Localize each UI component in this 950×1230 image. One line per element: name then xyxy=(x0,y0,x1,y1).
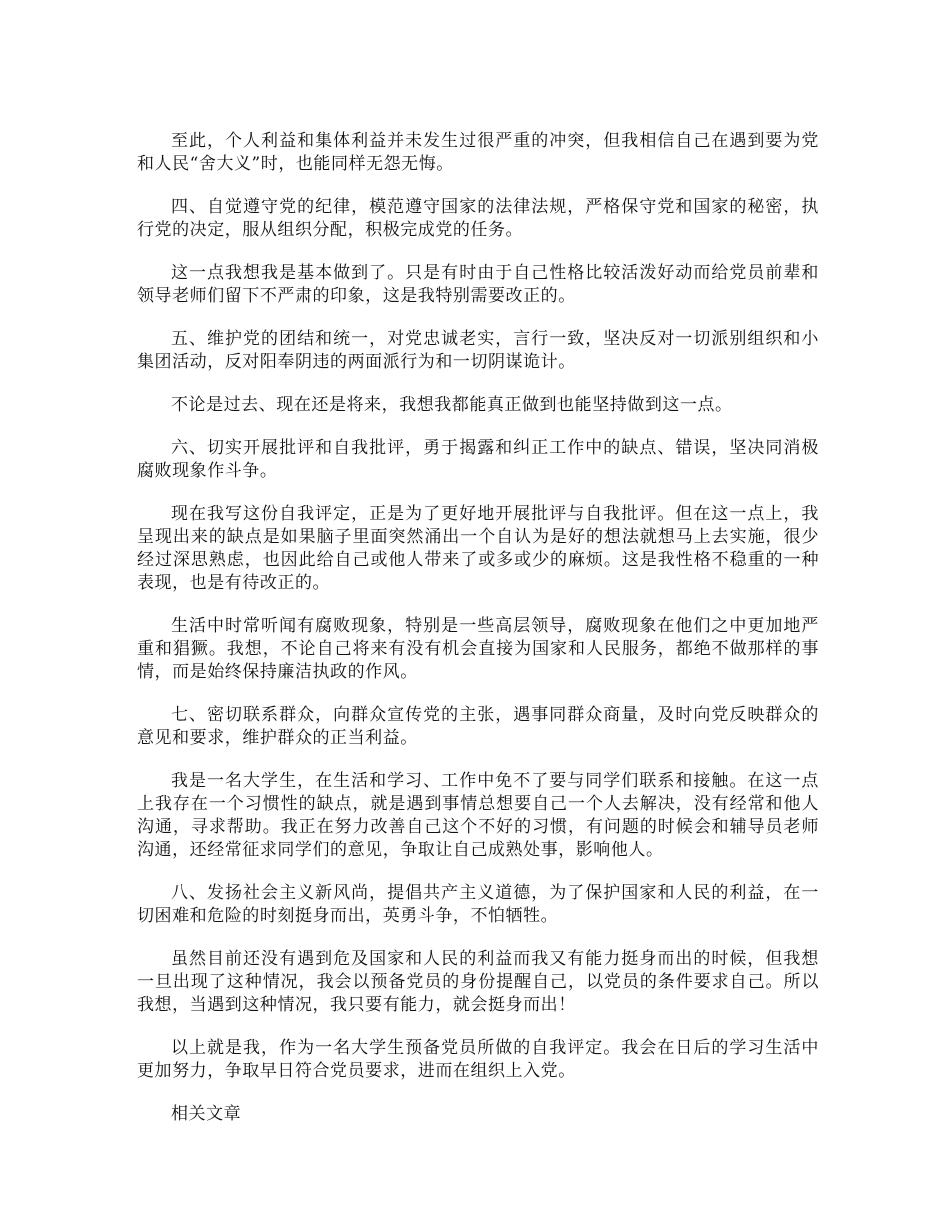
paragraph-1: 至此，个人利益和集体利益并未发生过很严重的冲突，但我相信自己在遇到要为党和人民“舍大义”时，也能同样无怨无悔。 xyxy=(137,131,819,174)
paragraph-7: 现在我写这份自我评定，正是为了更好地开展批评与自我批评。但在这一点上，我呈现出来的缺点是如果脑子里面突然涌出一个自认为是好的想法就想马上去实施，很少经过深思熟虑，也因此给自己或他人带来了或多或少的麻烦。这是我性格不稳重的一种表现，也是有待改正的。 xyxy=(137,504,819,593)
document-body xyxy=(137,130,819,1146)
paragraph-3: 这一点我想我是基本做到了。只是有时由于自己性格比较活泼好动而给党员前辈和领导老师们留下不严肃的印象，这是我特别需要改正的。 xyxy=(137,263,819,306)
paragraph-4: 五、维护党的团结和统一，对党忠诚老实，言行一致，坚决反对一切派别组织和小集团活动，反对阳奉阴违的两面派行为和一切阴谋诡计。 xyxy=(137,329,819,372)
related-articles-heading: 相关文章 xyxy=(171,1104,242,1124)
paragraph-12: 虽然目前还没有遇到危及国家和人民的利益而我又有能力挺身而出的时候，但我想一旦出现了这种情况，我会以预备党员的身份提醒自己，以党员的条件要求自己。所以我想，当遇到这种情况，我只要有能力，就会挺身而出！ xyxy=(137,949,819,1015)
paragraph-8: 生活中时常听闻有腐败现象，特别是一些高层领导，腐败现象在他们之中更加地严重和猖獗。我想，不论自己将来有没有机会直接为国家和人民服务，都绝不做那样的事情，而是始终保持廉洁执政的作风。 xyxy=(137,616,819,682)
paragraph-13: 以上就是我，作为一名大学生预备党员所做的自我评定。我会在日后的学习生活中更加努力，争取早日符合党员要求，进而在组织上入党。 xyxy=(137,1038,819,1081)
paragraph-6: 六、切实开展批评和自我批评，勇于揭露和纠正工作中的缺点、错误，坚决同消极腐败现象作斗争。 xyxy=(137,438,819,481)
paragraph-2: 四、自觉遵守党的纪律，模范遵守国家的法律法规，严格保守党和国家的秘密，执行党的决定，服从组织分配，积极完成党的任务。 xyxy=(137,197,819,240)
paragraph-10: 我是一名大学生，在生活和学习、工作中免不了要与同学们联系和接触。在这一点上我存在一个习惯性的缺点，就是遇到事情总想要自己一个人去解决，没有经常和他人沟通，寻求帮助。我正在努力改善自己这个不好的习惯，有问题的时候会和辅导员老师沟通，还经常征求同学们的意见，争取让自己成熟处事，影响他人。 xyxy=(137,771,819,860)
paragraph-5: 不论是过去、现在还是将来，我想我都能真正做到也能坚持做到这一点。 xyxy=(171,395,733,415)
paragraph-11: 八、发扬社会主义新风尚，提倡共产主义道德，为了保护国家和人民的利益，在一切困难和危险的时刻挺身而出，英勇斗争，不怕牺牲。 xyxy=(137,883,819,926)
paragraph-9: 七、密切联系群众，向群众宣传党的主张，遇事同群众商量，及时向党反映群众的意见和要求，维护群众的正当利益。 xyxy=(137,705,819,748)
